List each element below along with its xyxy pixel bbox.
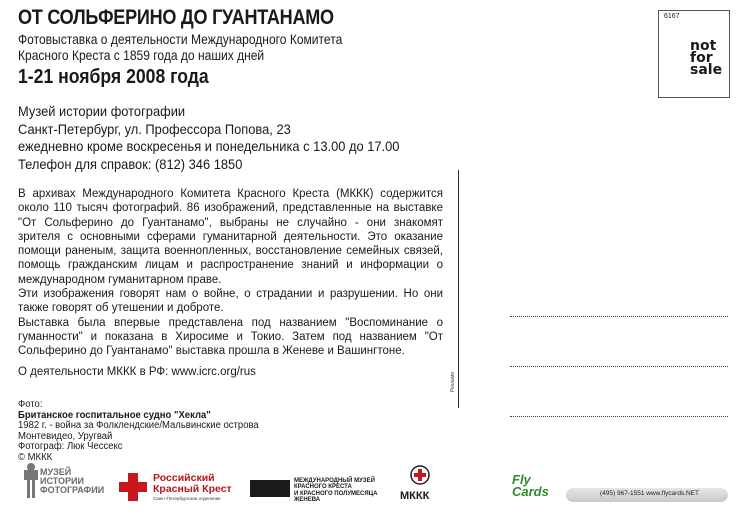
mmk-logo-text (294, 478, 377, 503)
description-paragraph: Выставка была впервые представлена под названием "Воспоминание о гуманности" и показана в Хиросиме и Токио. Затем под названием "От Сольферино до Гуантанамо" выставка прошла в Женеве и Вашингтоне. (18, 316, 443, 358)
flycards-line: Fly (512, 472, 531, 487)
museum-logo-line: ФОТОГРАФИИ (40, 485, 105, 495)
venue-address: Санкт-Петербург, ул. Профессора Попова, 23 (18, 120, 291, 137)
mmk-line: И КРАСНОГО ПОЛУМЕСЯЦА (294, 490, 378, 497)
red-cross-branch: Санкт-Петербургское отделение (153, 496, 221, 501)
caption-line: © МККК (18, 451, 53, 463)
icrc-link-line: О деятельности МККК в РФ: www.icrc.org/rus (18, 365, 256, 378)
flycards-line: Cards (512, 484, 549, 499)
nfs-line: for (690, 50, 713, 66)
venue-phone: Телефон для справок: (812) 346 1850 (18, 155, 243, 172)
address-line-3 (510, 416, 728, 417)
museum-logo-line: ИСТОРИИ (40, 476, 84, 486)
caption-line: 1982 г. - война за Фолклендские/Мальвинские острова (18, 420, 259, 432)
subtitle-line: Фотовыставка о деятельности Международного Комитета (18, 31, 343, 47)
mmk-line: КРАСНОГО КРЕСТА (294, 484, 352, 491)
address-line-1 (510, 316, 728, 317)
nfs-line: sale (690, 62, 723, 78)
icrc-logo-icon (410, 465, 430, 485)
nfs-line: not (690, 38, 717, 54)
red-cross-line: Красный Крест (153, 483, 232, 495)
caption-title: Британское госпитальное судно "Хекла" (18, 409, 211, 421)
caption-line: Монтевидео, Уругвай (18, 430, 113, 442)
icrc-logo-text: МККК (400, 490, 430, 502)
vertical-divider (458, 170, 459, 408)
not-for-sale-label (690, 40, 722, 76)
card-code: 6167 (664, 13, 680, 20)
mmk-logo-mark (250, 480, 290, 497)
advert-label: Реклама (450, 371, 456, 392)
description-paragraph: Эти изображения говорят нам о войне, о страдании и разрушении. Но они также говорят об утешении и доброте. (18, 288, 443, 315)
museum-logo-line: МУЗЕЙ (40, 467, 72, 477)
flycards-contact: (495) 967-1551 www.flycards.NET (600, 490, 699, 497)
caption-label: Фото: (18, 399, 43, 410)
red-cross-icon (118, 472, 148, 502)
venue-hours: ежедневно кроме воскресенья и понедельника с 13.00 до 17.00 (18, 138, 400, 154)
mmk-line: ЖЕНЕВА (294, 496, 321, 503)
venue-name: Музей истории фотографии (18, 103, 186, 119)
mmk-line: МЕЖДУНАРОДНЫЙ МУЗЕЙ (294, 478, 375, 484)
description-text (18, 187, 443, 379)
photo-caption (18, 400, 259, 464)
venue-info (18, 103, 399, 173)
red-cross-line: Российский (153, 472, 215, 484)
red-cross-name (153, 473, 232, 495)
description-paragraph: В архивах Международного Комитета Красного Креста (МККК) содержится около 110 тысяч фотографий. 86 изображений, представленные на выставке "От Сольферино до Гуантанамо", выбраны не случайно - они знакомят зрителя с основными сферами гуманитарной деятельности. Это оказание помощи раненым, защита военнопленных, восстановление семейных связей, помощь гражданским лицам и распространение знаний и информации о международном гуманитарном праве. (18, 188, 443, 286)
flycards-logo (512, 474, 549, 498)
caption-line: Фотограф: Люк Чессекс (18, 441, 123, 453)
exhibition-dates: 1-21 ноября 2008 года (18, 66, 209, 88)
museum-logo-text (40, 468, 104, 495)
exhibition-subtitle (18, 32, 342, 63)
subtitle-line: Красного Креста с 1859 года до наших дней (18, 46, 265, 63)
exhibition-title: ОТ СОЛЬФЕРИНО ДО ГУАНТАНАМО (18, 6, 334, 29)
address-line-2 (510, 366, 728, 367)
